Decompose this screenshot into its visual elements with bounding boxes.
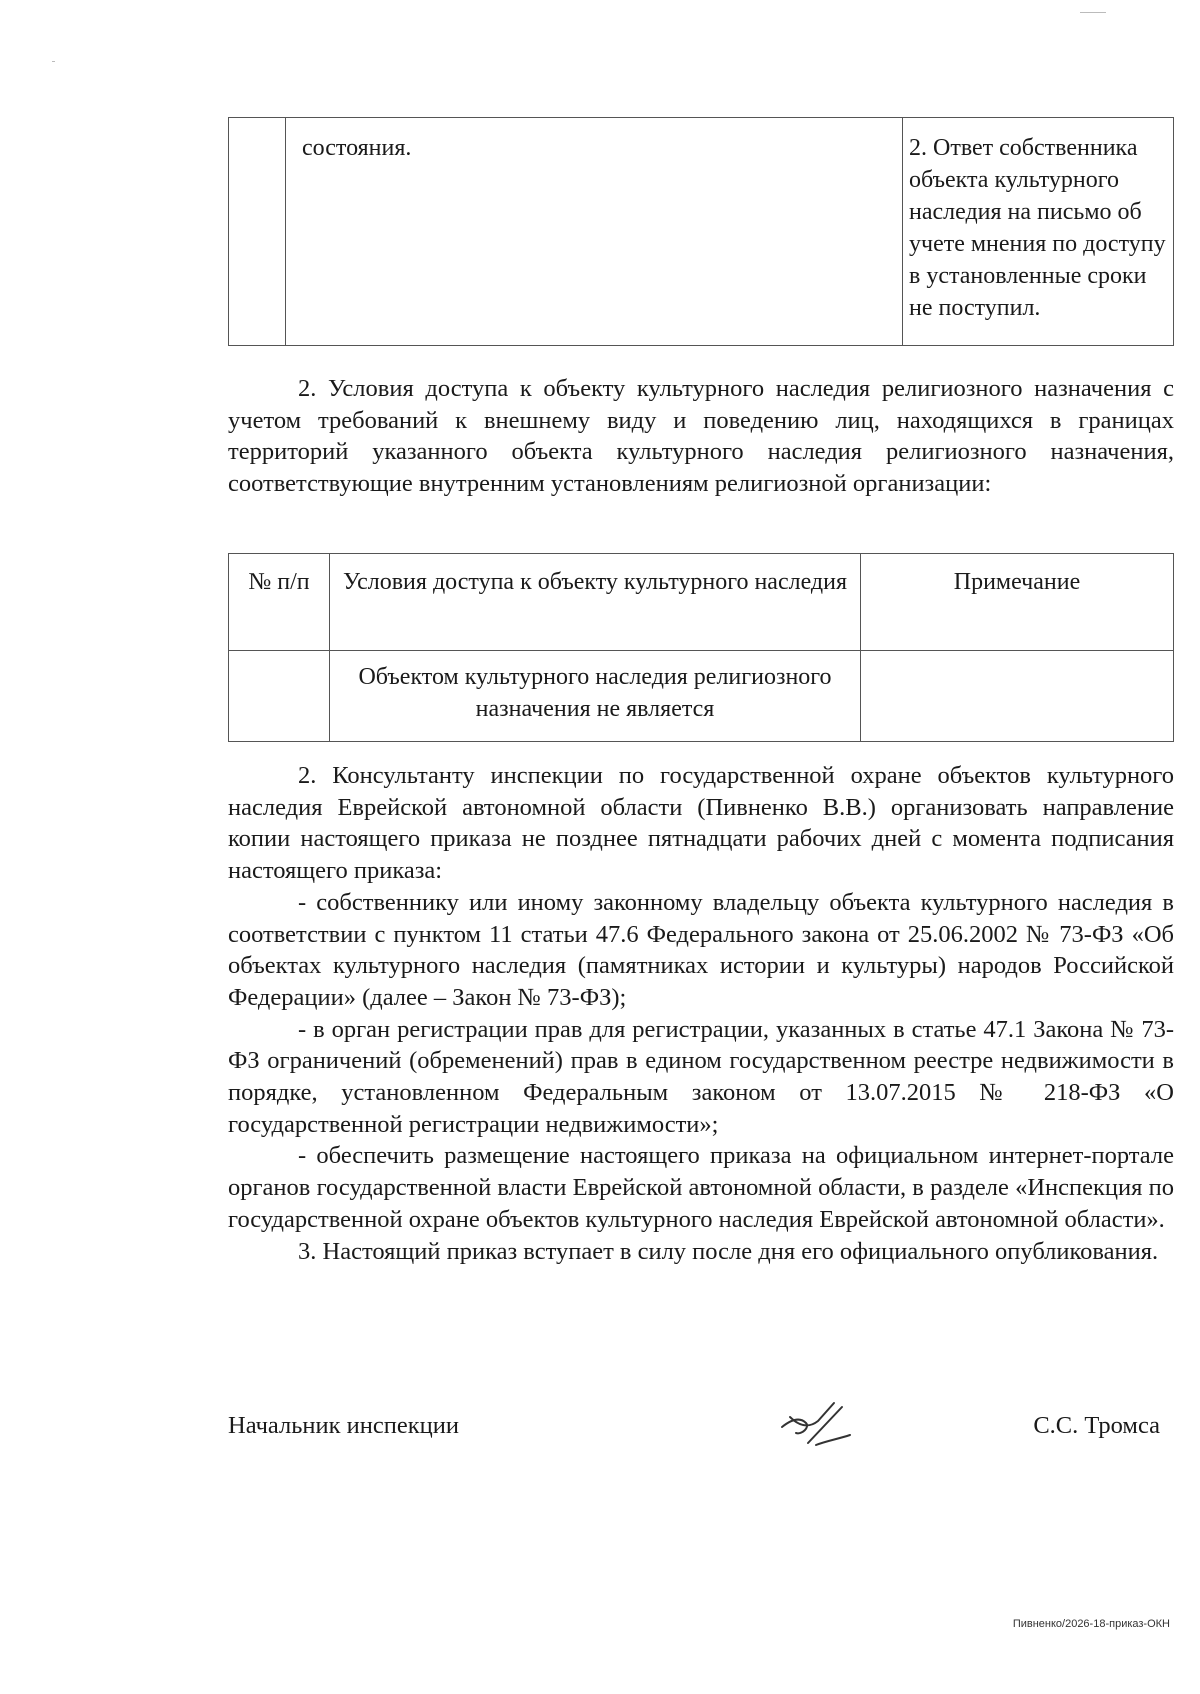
- header-num: № п/п: [229, 554, 330, 651]
- section-2-heading: 2. Условия доступа к объекту культурного наследия религиозного назначения с учетом требований к внешнему виду и поведению лиц, находящихся в границах территорий указанного объекта культурного наследия религиозного назначения, соответствующие внутренним установлениям религиозной организации:: [228, 375, 1174, 498]
- table-row: [229, 651, 1174, 742]
- table-row: [229, 118, 1174, 346]
- table-cell-text: состояния.: [286, 118, 903, 346]
- signatory-name: С.С. Тромса: [1033, 1412, 1160, 1439]
- table-cell-note: 2. Ответ собственника объекта культурного наследия на письмо об учете мнения по доступу в установленные сроки не поступил.: [903, 118, 1174, 346]
- header-conditions: Условия доступа к объекту культурного наследия: [330, 554, 861, 651]
- table-header-row: [229, 554, 1174, 651]
- access-conditions-table: [228, 553, 1174, 742]
- continuation-table: [228, 117, 1174, 346]
- signatory-position: Начальник инспекции: [228, 1412, 459, 1439]
- cell-note: [861, 651, 1174, 742]
- order-body: [228, 760, 1174, 1267]
- document-reference: Пивненко/2026-18-приказ-ОКН: [1012, 1618, 1170, 1630]
- cell-num: [229, 651, 330, 742]
- paragraph-owner: - собственнику или иному законному владельцу объекта культурного наследия в соответствии с пунктом 11 статьи 47.6 Федерального закона от 25.06.2002 № 73-ФЗ «Об объектах культурного наследия (памятниках истории и культуры) народов Российской Федерации» (далее – Закон № 73-ФЗ);: [228, 888, 1174, 1011]
- paragraph-registration: - в орган регистрации прав для регистрации, указанных в статье 47.1 Закона № 73-ФЗ ограничений (обременений) прав в едином государственном реестре недвижимости в порядке, установленном Федеральным законом от 13.07.2015 № 218-ФЗ «О государственной регистрации недвижимости»;: [228, 1015, 1174, 1138]
- paragraph-effective-date: 3. Настоящий приказ вступает в силу после дня его официального опубликования.: [298, 1237, 1159, 1265]
- handwritten-signature: [778, 1395, 858, 1451]
- table-cell-num: [229, 118, 286, 346]
- paragraph-publication: - обеспечить размещение настоящего приказа на официальном интернет-портале органов государственной власти Еврейской автономной области, в разделе «Инспекция по государственной охране объектов культурного наследия Еврейской автономной области».: [228, 1142, 1174, 1233]
- scan-artifact: [1080, 12, 1106, 13]
- paragraph-consultant: 2. Консультанту инспекции по государственной охране объектов культурного наследия Еврейской автономной области (Пивненко В.В.) организовать направление копии настоящего приказа не позднее пятнадцати рабочих дней с момента подписания настоящего приказа:: [228, 762, 1174, 885]
- cell-conditions: Объектом культурного наследия религиозного назначения не является: [330, 651, 861, 742]
- scan-artifact: [52, 61, 55, 62]
- header-note: Примечание: [861, 554, 1174, 651]
